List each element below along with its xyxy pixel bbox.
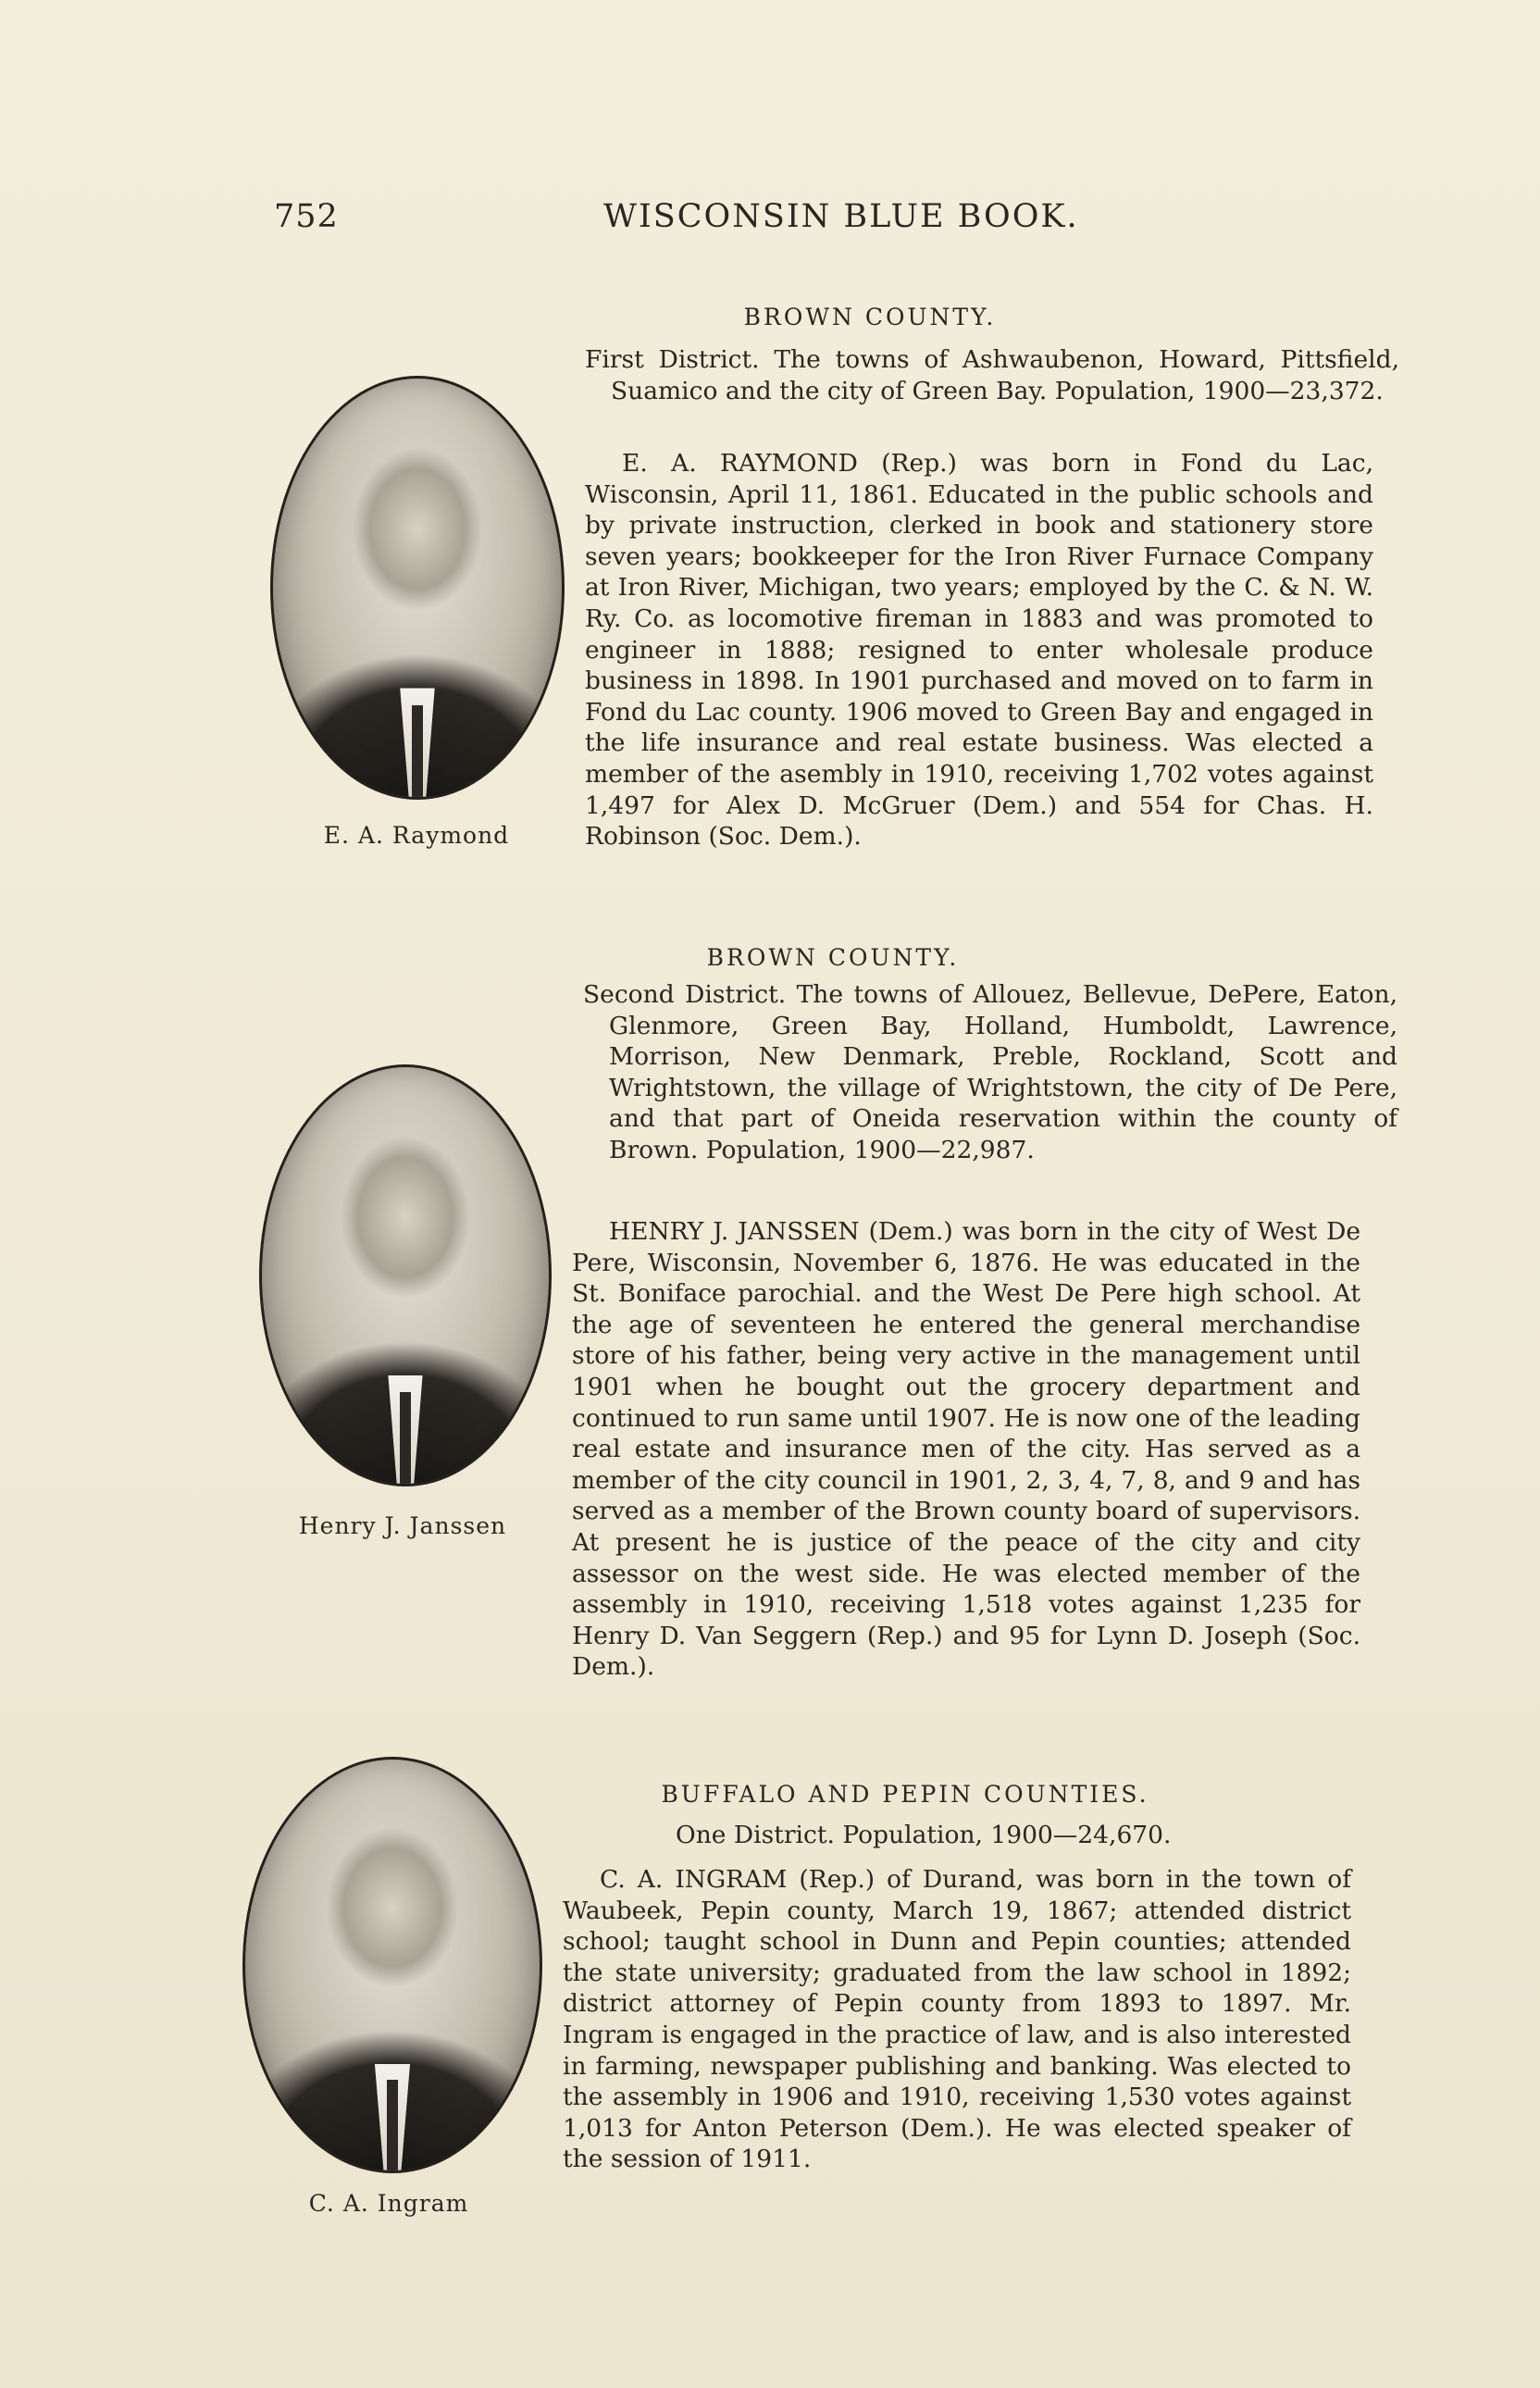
- biography-ingram: C. A. INGRAM (Rep.) of Durand, was born in the town of Waubeek, Pepin county, March 19, 1867; attended district school; taught school in Dunn and Pepin counties; attended the state university; graduated from the law school in 1892; district attorney of Pepin county from 1893 to 1897. Mr. Ingram is engaged in the practice of law, and is also interested in farming, newspaper publishing and banking. Was elected to the assembly in 1906 and 1910, receiving 1,530 votes against 1,013 for Anton Peterson (Dem.). He was elected speaker of the session of 1911.: [563, 1865, 1351, 2174]
- caption-raymond: E. A. Raymond: [323, 822, 510, 849]
- district-description-brown-second: Second District. The towns of Allouez, Bellevue, DePere, Eaton, Glenmore, Green Bay, Holland, Humboldt, Lawrence, Morrison, New Denmark, Preble, Rockland, Scott and Wrightstown, the village of Wrightstown, the city of De Pere, and that part of Oneida reservation within the county of Brown. Population, 1900—22,987.: [583, 980, 1397, 1164]
- portrait-tie: [412, 705, 423, 797]
- portrait-ingram: [242, 1757, 542, 2173]
- biography-raymond: E. A. RAYMOND (Rep.) was born in Fond du Lac, Wisconsin, April 11, 1861. Educated in the public schools and by private instruction, clerked in book and stationery store seven years; bookkeeper for the Iron River Furnace Company at Iron River, Michigan, two years; employed by the C. & N. W. Ry. Co. as locomotive fireman in 1883 and was promoted to engineer in 1888; resigned to enter wholesale produce business in 1898. In 1901 purchased and moved on to farm in Fond du Lac county. 1906 moved to Green Bay and engaged in the life insurance and real estate business. Was elected a member of the asembly in 1910, receiving 1,702 votes against 1,497 for Alex D. McGruer (Dem.) and 554 for Chas. H. Robinson (Soc. Dem.).: [585, 449, 1373, 852]
- portrait-tie: [387, 2080, 399, 2170]
- portrait-raymond: [270, 376, 565, 800]
- section-title-brown-second: BROWN COUNTY.: [706, 944, 960, 971]
- district-description-buffalo-pepin: One District. Population, 1900—24,670.: [676, 1821, 1172, 1849]
- portrait-tie: [400, 1392, 411, 1484]
- district-description-brown-first: First District. The towns of Ashwaubenon, Howard, Pittsfield, Suamico and the city of Green Bay. Population, 1900—23,372.: [585, 345, 1399, 405]
- running-title: WISCONSIN BLUE BOOK.: [603, 198, 1079, 235]
- section-title-brown-first: BROWN COUNTY.: [743, 304, 997, 330]
- portrait-janssen: [259, 1064, 552, 1486]
- caption-ingram: C. A. Ingram: [308, 2190, 469, 2217]
- page-header: [274, 198, 1385, 244]
- caption-janssen: Henry J. Janssen: [298, 1512, 507, 1539]
- section-title-buffalo-pepin: BUFFALO AND PEPIN COUNTIES.: [661, 1781, 1149, 1808]
- biography-janssen: HENRY J. JANSSEN (Dem.) was born in the city of West De Pere, Wisconsin, November 6, 1876. He was educated in the St. Boniface parochial. and the West De Pere high school. At the age of seventeen he entered the general merchandise store of his father, being very active in the management until 1901 when he bought out the grocery department and continued to run same until 1907. He is now one of the leading real estate and insurance men of the city. Has served as a member of the city council in 1901, 2, 3, 4, 7, 8, and 9 and has served as a member of the Brown county board of supervisors. At present he is justice of the peace of the city and city assessor on the west side. He was elected member of the assembly in 1910, receiving 1,518 votes against 1,235 for Henry D. Van Seggern (Rep.) and 95 for Lynn D. Joseph (Soc. Dem.).: [572, 1217, 1360, 1682]
- page-number: 752: [274, 198, 339, 235]
